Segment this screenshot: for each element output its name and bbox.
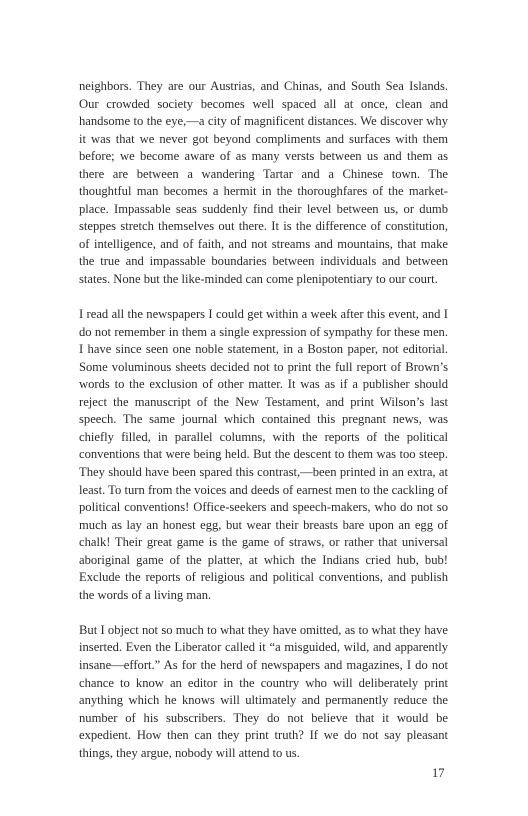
page-number: 17 [432, 766, 445, 780]
paragraph-2: I read all the newspapers I could get within a week after this event, and I do not remember in them a single expression of sympathy for these men. I have since seen one noble statement, in a Boston paper, not editorial. Some voluminous sheets decided not to print the full report of Brown’s words to the exclusion of other matter. It was as if a publisher should reject the manuscript of the New Testament, and print Wilson’s last speech. The same journal which contained this pregnant news, was chiefly filled, in parallel columns, with the reports of the political conventions that were being held. But the descent to them was too steep. They should have been spared this contrast,—been printed in an extra, at least. To turn from the voices and deeds of earnest men to the cackling of political conventions! Office-seekers and speech-makers, who do not so much as lay an honest egg, but wear their breasts bare upon an egg of chalk! Their great game is the game of straws, or rather that universal aboriginal game of the platter, at which the Indians cried hub, bub! Exclude the reports of religious and political conventions, and publish the words of a living man. [79, 307, 448, 602]
paragraph-1: neighbors. They are our Austrias, and Chinas, and South Sea Islands. Our crowded society becomes well spaced all at once, clean and handsome to the eye,—a city of magnificent distances. We discover why it was that we never got beyond compliments and surfaces with them before; we become aware of as many versts between us and them as there are between a wandering Tartar and a Chinese town. The thoughtful man becomes a hermit in the thoroughfares of the market-place. Impassable seas suddenly find their level between us, or dumb steppes stretch themselves out there. It is the difference of constitution, of intelligence, and of faith, and not streams and mountains, that make the true and impassable boundaries between individuals and between states. None but the like-minded can come plenipotentiary to our court. [79, 79, 448, 287]
page-body [79, 78, 448, 762]
paragraph-3: But I object not so much to what they have omitted, as to what they have inserted. Even the Liberator called it “a misguided, wild, and apparently insane—effort.” As for the herd of newspapers and magazines, I do not chance to know an editor in the country who will deliberately print anything which he knows will ultimately and permanently reduce the number of his subscribers. They do not believe that it would be expedient. How then can they print truth? If we do not say pleasant things, they argue, nobody will attend to us. [79, 622, 448, 760]
